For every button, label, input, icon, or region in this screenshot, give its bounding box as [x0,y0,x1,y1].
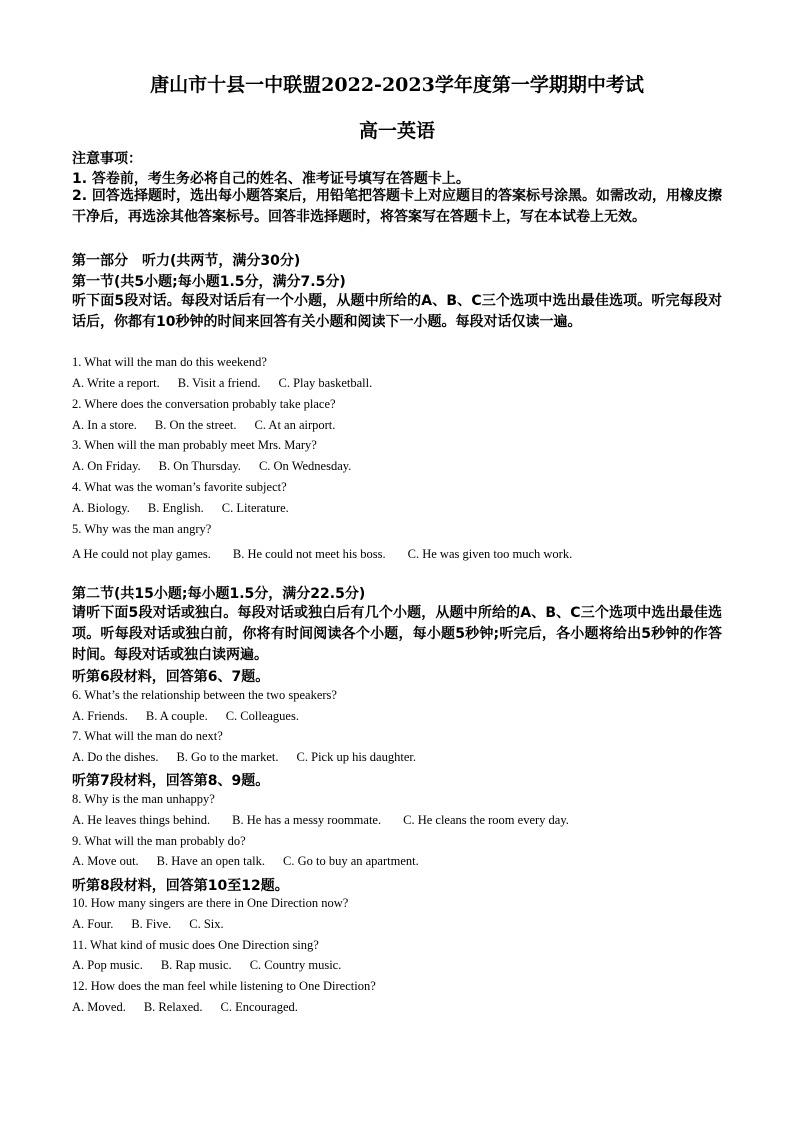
group-label: 听第7段材料，回答第8、9题。 [72,773,270,789]
option: C. On Wednesday. [258,459,352,473]
question-stem: 10. How many singers are there in One Direction now? [72,896,349,910]
option: A He could not play games. [72,547,211,561]
option: B. Visit a friend. [177,376,261,390]
question-stem: 3. When will the man probably meet Mrs. Mary? [72,438,317,452]
exam-subtitle: 高一英语 [358,120,435,142]
question-stem: 12. How does the man feel while listening to One Direction? [72,979,376,993]
option: C. Go to buy an apartment. [282,854,419,868]
option: A. Four. [72,917,114,931]
option: C. He was given too much work. [407,547,573,561]
section1-instruction: 听下面5段对话。每段对话后有一个小题，从题中所给的A、B、C三个选项中选出最佳选项。听完每段对话后，你都有10秒钟的时间来回答有关小题和阅读下一小题。每段对话仅读一遍。 [72,293,722,330]
option: C. Literature. [221,501,289,515]
section2-instruction: 请听下面5段对话或独白。每段对话或独白后有几个小题，从题中所给的A、B、C三个选项中选出最佳选项。听每段对话或独白前，你将有时间阅读各个小题，每小题5秒钟;听完后，各小题将给出5秒钟的作答时间。每段对话或独白读两遍。 [72,605,722,663]
question-stem: 4. What was the woman’s favorite subject? [72,480,287,494]
question-options [72,709,317,724]
option: C. Country music. [249,958,342,972]
option: C. Pick up his daughter. [296,750,416,764]
question-stem: 6. What’s the relationship between the two speakers? [72,688,337,702]
option: B. He could not meet his boss. [232,547,386,561]
question-options [72,917,242,932]
question-options [72,376,390,391]
question-options [72,1000,316,1015]
option: A. Move out. [72,854,139,868]
question-options [72,813,587,828]
note-1: 1. 答卷前，考生务必将自己的姓名、准考证号填写在答题卡上。 [72,171,470,187]
section2-heading: 第二节(共15小题;每小题1.5分，满分22.5分) [72,586,366,602]
question-options [72,958,359,973]
question-options [72,418,353,433]
question-options [72,547,590,562]
option: B. Five. [131,917,172,931]
option: A. He leaves things behind. [72,813,211,827]
option: B. Go to the market. [176,750,279,764]
option: B. A couple. [145,709,208,723]
question-stem: 7. What will the man do next? [72,729,223,743]
option: A. Moved. [72,1000,126,1014]
option: A. Pop music. [72,958,143,972]
part1-heading: 第一部分 听力(共两节，满分30分) [72,253,301,269]
option: A. Biology. [72,501,130,515]
question-options [72,501,307,516]
question-options [72,459,369,474]
option: A. Do the dishes. [72,750,159,764]
option: B. On the street. [154,418,237,432]
option: B. Relaxed. [143,1000,203,1014]
option: B. He has a messy roommate. [232,813,382,827]
question-stem: 9. What will the man probably do? [72,834,246,848]
option: C. At an airport. [254,418,336,432]
exam-title: 唐山市十县一中联盟2022-2023学年度第一学期期中考试 [150,74,644,96]
option: C. Six. [189,917,224,931]
option: C. Colleagues. [225,709,299,723]
section1-heading: 第一节(共5小题;每小题1.5分，满分7.5分) [72,274,346,290]
question-options [72,750,434,765]
question-stem: 11. What kind of music does One Direction sing? [72,938,319,952]
option: A. In a store. [72,418,137,432]
question-stem: 5. Why was the man angry? [72,522,212,536]
option: B. Have an open talk. [156,854,265,868]
option: A. Write a report. [72,376,160,390]
option: C. He cleans the room every day. [403,813,569,827]
option: B. English. [147,501,204,515]
group-label: 听第6段材料，回答第6、7题。 [72,669,270,685]
option: A. On Friday. [72,459,141,473]
notes-heading: 注意事项： [72,151,142,167]
option: C. Play basketball. [278,376,373,390]
option: B. On Thursday. [158,459,241,473]
note-2: 2. 回答选择题时，选出每小题答案后，用铅笔把答题卡上对应题目的答案标号涂黑。如需改动，用橡皮擦干净后，再选涂其他答案标号。回答非选择题时，将答案写在答题卡上，写在本试卷上无效。 [72,188,722,225]
question-stem: 8. Why is the man unhappy? [72,792,215,806]
option: B. Rap music. [160,958,232,972]
question-options [72,854,437,869]
group-label: 听第8段材料，回答第10至12题。 [72,878,289,894]
option: C. Encouraged. [220,1000,298,1014]
option: A. Friends. [72,709,128,723]
question-stem: 2. Where does the conversation probably take place? [72,397,336,411]
question-stem: 1. What will the man do this weekend? [72,355,267,369]
